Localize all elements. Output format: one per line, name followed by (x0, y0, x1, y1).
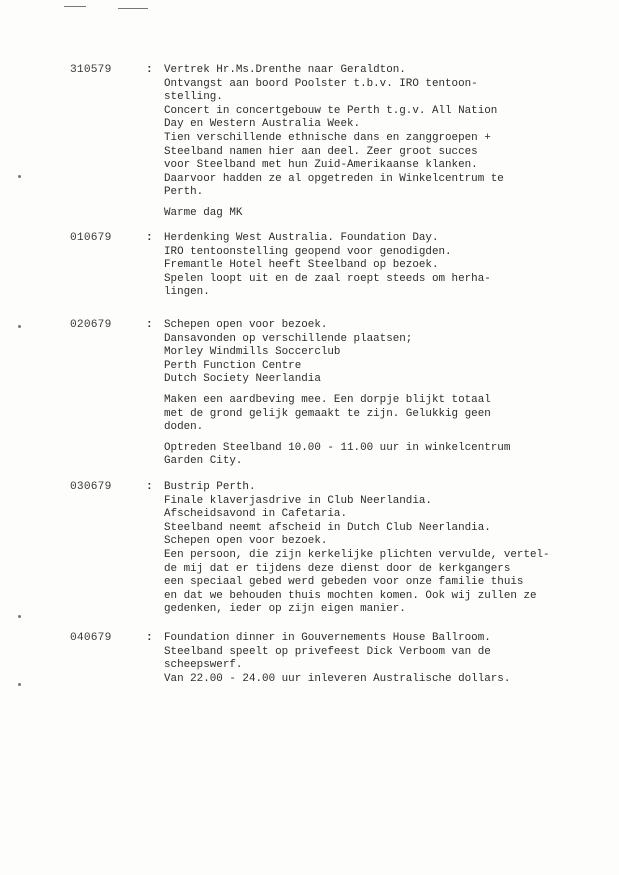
entry-date: 310579 (70, 64, 112, 76)
text-line: Afscheidsavond in Cafetaria. (164, 508, 347, 521)
entry-separator: : (146, 319, 153, 331)
entry-text (164, 319, 604, 469)
scan-mark (18, 615, 21, 618)
text-line: Schepen open voor bezoek. (164, 535, 328, 548)
text-line: Spelen loopt uit en de zaal roept steeds om herha- (164, 272, 491, 285)
entry-date: 040679 (70, 632, 112, 644)
text-line: een speciaal gebed werd gebeden voor onze familie thuis (164, 576, 524, 589)
text-line: scheepswerf. (164, 659, 243, 672)
scan-mark (18, 683, 21, 686)
text-line: Een persoon, die zijn kerkelijke plichten vervulde, vertel- (164, 548, 550, 561)
text-line: Tien verschillende ethnische dans en zanggroepen + (164, 131, 491, 144)
entry-text (164, 64, 604, 221)
text-line: gedenken, ieder op zijn eigen manier. (164, 603, 406, 616)
text-line: Van 22.00 - 24.00 uur inleveren Australische dollars. (164, 672, 511, 685)
text-line: met de grond gelijk gemaakt te zijn. Gelukkig geen (164, 407, 491, 420)
text-line: Warme dag MK (164, 206, 243, 219)
entry-separator: : (146, 632, 153, 644)
text-line: Foundation dinner in Gouvernements House Ballroom. (164, 632, 491, 644)
text-line: Vertrek Hr.Ms.Drenthe naar Geraldton. (164, 64, 406, 76)
text-line: Dansavonden op verschillende plaatsen; (164, 332, 413, 345)
entry-date: 030679 (70, 481, 112, 493)
text-line: Perth. (164, 186, 204, 199)
text-line: Concert in concertgebouw te Perth t.g.v. All Nation (164, 104, 498, 117)
text-line: Steelband namen hier aan deel. Zeer groot succes (164, 145, 478, 158)
entry-separator: : (146, 64, 153, 76)
scan-mark (18, 325, 21, 328)
text-line: stelling. (164, 91, 223, 104)
text-line: doden. (164, 421, 204, 434)
text-line: de mij dat er tijdens deze dienst door de kerkgangers (164, 562, 511, 575)
entry-separator: : (146, 481, 153, 493)
entry-text (164, 232, 604, 300)
text-line: Daarvoor hadden ze al opgetreden in Winkelcentrum te (164, 172, 504, 185)
text-line: Schepen open voor bezoek. (164, 319, 328, 331)
entry-date: 010679 (70, 232, 112, 244)
scan-mark (64, 6, 86, 7)
text-line: Maken een aardbeving mee. Een dorpje blijkt totaal (164, 393, 491, 406)
scan-mark (118, 8, 148, 9)
entry-text (164, 632, 604, 686)
entry-text (164, 481, 604, 617)
text-line: Fremantle Hotel heeft Steelband op bezoek. (164, 259, 439, 272)
text-line: voor Steelband met hun Zuid-Amerikaanse klanken. (164, 159, 478, 172)
scan-mark (18, 175, 21, 178)
text-line: Ontvangst aan boord Poolster t.b.v. IRO tentoon- (164, 77, 478, 90)
text-line: Dutch Society Neerlandia (164, 373, 321, 386)
text-line: en dat we behouden thuis mochten komen. Ook wij zullen ze (164, 589, 537, 602)
text-line: Morley Windmills Soccerclub (164, 346, 341, 359)
text-line: Finale klaverjasdrive in Club Neerlandia. (164, 494, 432, 507)
text-line: IRO tentoonstelling geopend voor genodigden. (164, 245, 452, 258)
entry-separator: : (146, 232, 153, 244)
text-line: Perth Function Centre (164, 359, 302, 372)
text-line: Day en Western Australia Week. (164, 118, 361, 131)
text-line: Bustrip Perth. (164, 481, 256, 493)
entry-date: 020679 (70, 319, 112, 331)
text-line: Optreden Steelband 10.00 - 11.00 uur in winkelcentrum (164, 441, 511, 454)
text-line: lingen. (164, 286, 210, 299)
text-line: Steelband neemt afscheid in Dutch Club Neerlandia. (164, 521, 491, 534)
text-line: Garden City. (164, 455, 243, 468)
text-line: Steelband speelt op privefeest Dick Verboom van de (164, 645, 491, 658)
text-line: Herdenking West Australia. Foundation Day. (164, 232, 439, 244)
